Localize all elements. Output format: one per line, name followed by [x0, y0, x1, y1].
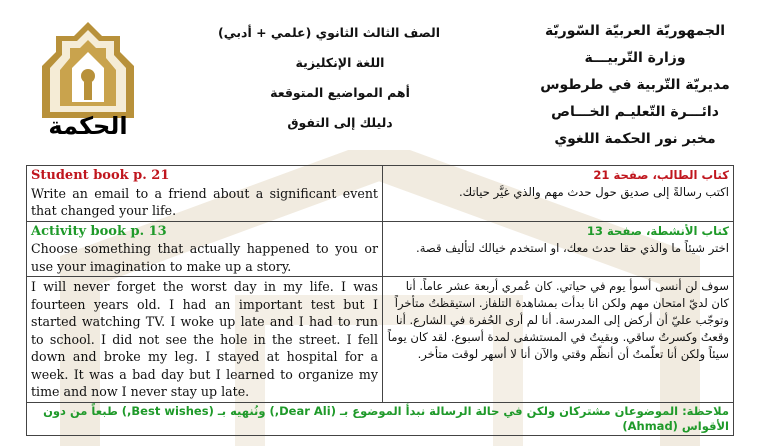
- student-book-task: Write an email to a friend about a significant event that changed your life.: [31, 185, 378, 218]
- header-directorate: مديريّة التّربية في طرطوس: [540, 77, 730, 93]
- header-subject: اللغة الإنكليزية: [295, 55, 385, 70]
- model-answer-en: I will never forget the worst day in my life. I was fourteen years old. I had an important test but I started watching TV. I woke up late and I had to run to school. I did not see the hole in the street. I fell down and broke my leg. I stayed at hospital for a week. It was a bad day but I learned to organize my time and now I never stay up late.: [27, 277, 383, 403]
- logo-caption: الحكمة: [48, 112, 128, 140]
- header-department: دائـــرة التّعليـم الخـــاص: [551, 104, 719, 120]
- table-row: [27, 166, 734, 222]
- header-grade: الصف الثالث الثانوي (علمي + أدبي): [217, 25, 440, 40]
- english-cell: [27, 166, 383, 222]
- table-row: [27, 402, 734, 435]
- student-book-heading: Student book p. 21: [31, 168, 170, 183]
- arabic-cell: [383, 166, 734, 222]
- topics-table: [26, 165, 734, 436]
- header-ministry: وزارة التّربيـــة: [584, 50, 686, 66]
- table-row: [27, 277, 734, 403]
- activity-book-task: Choose something that actually happened to you or use your imagination to make up a story.: [31, 241, 378, 274]
- arabic-cell: [383, 221, 734, 277]
- student-book-task-ar: اكتب رسالةً إلى صديق حول حدث مهم والذي غيَّر حياتك.: [459, 185, 729, 199]
- ministry-header: [535, 18, 735, 153]
- header-topics: أهم المواضيع المتوقعة: [270, 85, 410, 100]
- student-book-heading-ar: كتاب الطالب، صفحة 21: [593, 168, 729, 182]
- model-answer-ar: سوف لن أنسى أسوأ يوم في حياتي. كان عُمري أربعة عشر عاماً. أنا كان لديّ امتحان مهم ولكن انا بدأت بمشاهدة التلفاز. استيقظتُ متأخراً وتوجّب عليّ أن أركض إلى المدرسة. أنا لم أرى الحُفرة في الشارع. أنا وقعتُ وكسرتُ ساقي. وبقيتُ في المستشفى لمدة أسبوع. لقد كان يوماً سيئاً ولكن أنا تعلّمتُ أن أنظّم وقتي والآن أنا لا أسهر لوقت متأخر.: [383, 277, 734, 403]
- activity-book-task-ar: اختر شيئاً ما والذي حقا حدث معك، او استخدم خيالك لتأليف قصة.: [416, 240, 729, 255]
- header-guide: دليلك إلى التفوق: [287, 115, 393, 130]
- note-cell: ملاحظة: الموضوعان مشتركان ولكن في حالة الرسالة نبدأ الموضوع بـ (Dear Ali,) ونُنهيه بـ (Best wishes,) طبعاً من دون الأقواس (Ahmad): [27, 402, 734, 435]
- header-lab: مخبر نور الحكمة اللغوي: [554, 131, 716, 147]
- english-cell: [27, 221, 383, 277]
- header-country: الجمهوريّة العربيّة السّوريّة: [544, 23, 726, 39]
- activity-book-heading-ar: كتاب الأنشطة، صفحة 13: [586, 223, 729, 238]
- table-row: [27, 221, 734, 277]
- activity-book-heading: Activity book p. 13: [31, 223, 167, 239]
- course-header: [217, 18, 440, 138]
